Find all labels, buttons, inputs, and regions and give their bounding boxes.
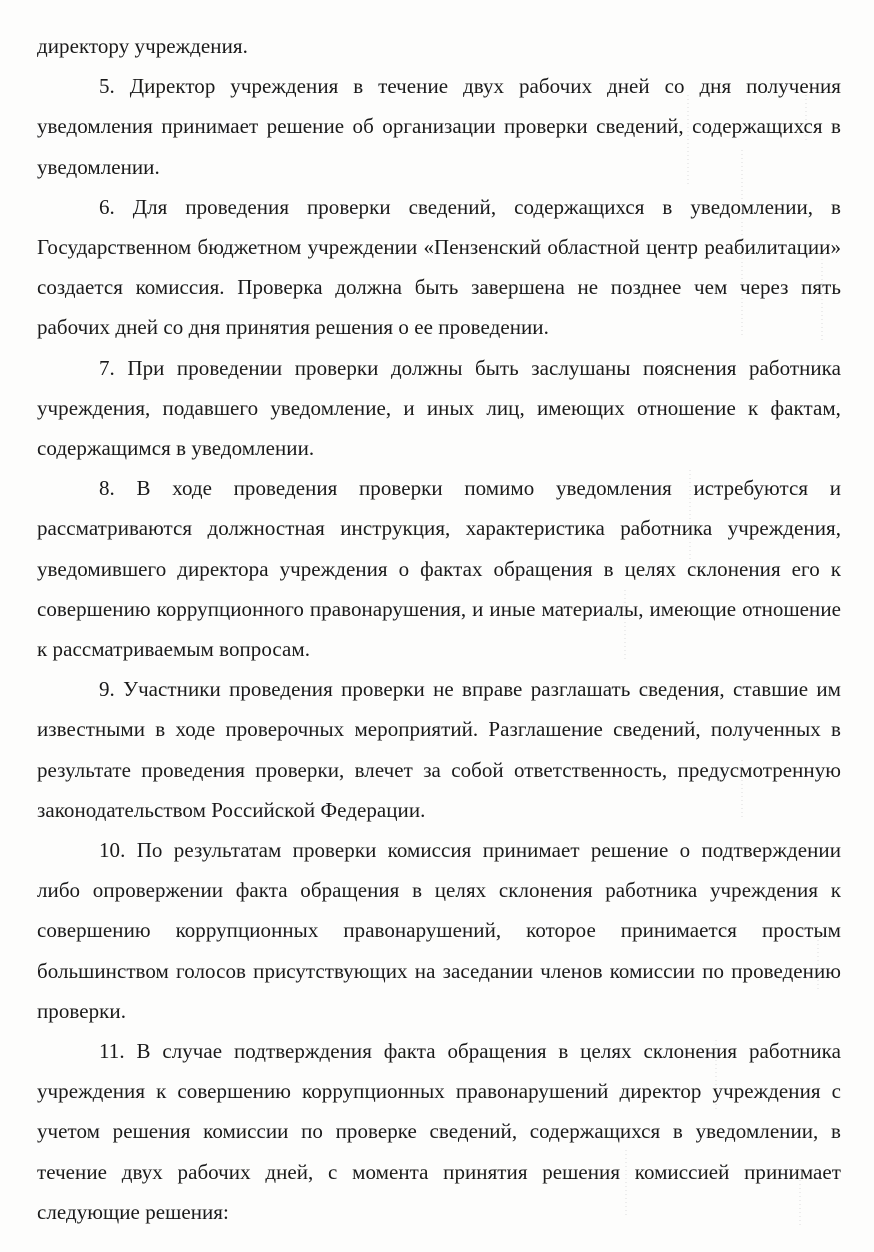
paragraph-6: 6. Для проведения проверки сведений, содержащихся в уведомлении, в Государственном бюджетном учреждении «Пензенский областной центр реабилитации» создается комиссия. Проверка должна быть завершена не позднее чем через пять рабочих дней со дня принятия решения о ее проведении.: [37, 194, 841, 340]
paragraph-4-continuation: директору учреждения.: [37, 34, 248, 58]
paragraph-8: 8. В ходе проведения проверки помимо уведомления истребуются и рассматриваются должностная инструкция, характеристика работника учреждения, уведомившего директора учреждения о фактах обращения в целях склонения его к совершению коррупционного правонарушения, и иные материалы, имеющие отношение к рассматриваемым вопросам.: [37, 476, 841, 662]
paragraph-5: 5. Директор учреждения в течение двух рабочих дней со дня получения уведомления принимает решение об организации проверки сведений, содержащихся в уведомлении.: [37, 74, 841, 179]
paragraph-9: 9. Участники проведения проверки не вправе разглашать сведения, ставшие им известными в ходе проверочных мероприятий. Разглашение сведений, полученных в результате проведения проверки, влечет за собой ответственность, предусмотренную законодательством Российской Федерации.: [37, 677, 841, 822]
paragraph-10: 10. По результатам проверки комиссия принимает решение о подтверждении либо опровержении факта обращения в целях склонения работника учреждения к совершению коррупционных правонарушений, которое принимается простым большинством голосов присутствующих на заседании членов комиссии по проведению проверки.: [37, 838, 841, 1023]
document-body: [37, 26, 841, 1232]
paragraph-11: 11. В случае подтверждения факта обращения в целях склонения работника учреждения к совершению коррупционных правонарушений директор учреждения с учетом решения комиссии по проверке сведений, содержащихся в уведомлении, в течение двух рабочих дней, с момента принятия решения комиссией принимает следующие решения:: [37, 1039, 841, 1224]
paragraph-7: 7. При проведении проверки должны быть заслушаны пояснения работника учреждения, подавшего уведомление, и иных лиц, имеющих отношение к фактам, содержащимся в уведомлении.: [37, 355, 841, 461]
